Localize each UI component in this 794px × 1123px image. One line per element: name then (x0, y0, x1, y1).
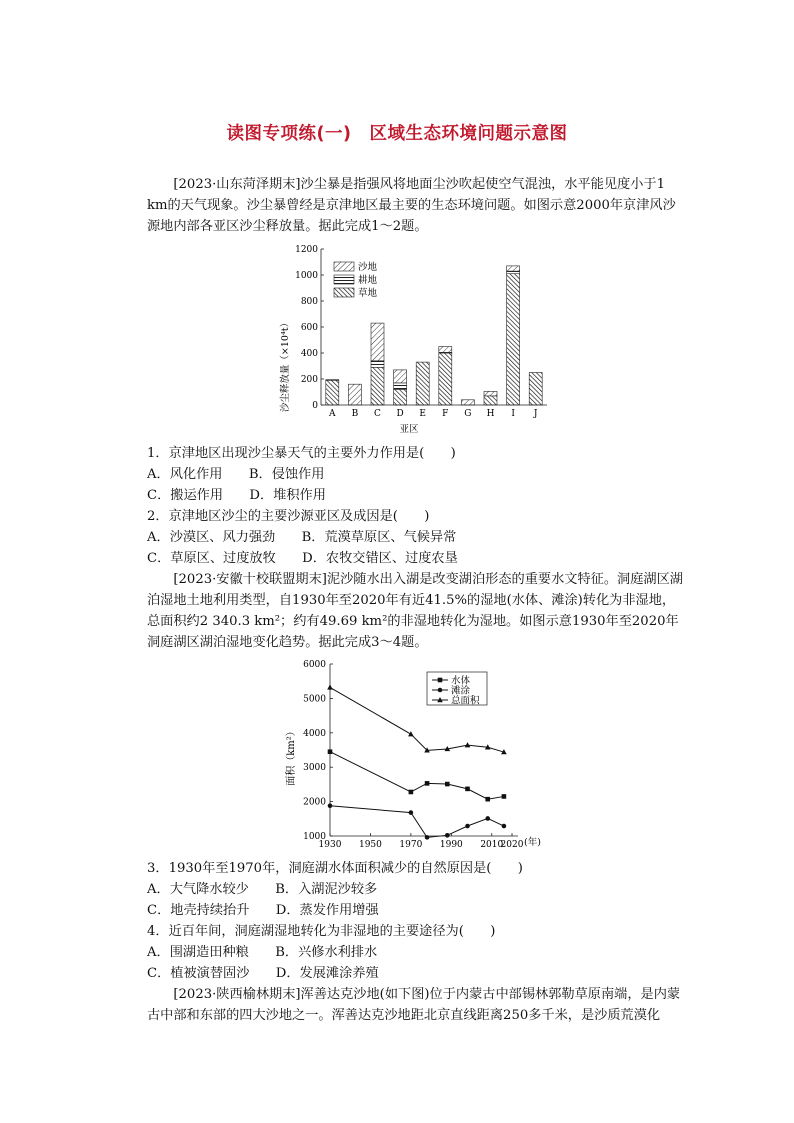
bar-segment (326, 380, 339, 405)
line-x-tick-label: 1990 (439, 840, 463, 850)
bar-segment (371, 361, 384, 368)
line-point (328, 803, 333, 808)
bar-segment (507, 271, 520, 274)
question-2-options-row-1: A．沙漠区、风力强劲 B．荒漠草原区、气候异常 (147, 530, 457, 545)
bar-segment (507, 274, 520, 405)
bar-y-tick-label: 600 (300, 323, 318, 333)
line-series-path (330, 752, 504, 799)
line-series-path (330, 806, 504, 838)
line-y-tick-label: 6000 (303, 660, 326, 670)
bar-y-tick-label: 400 (300, 349, 318, 359)
line-point (445, 782, 450, 787)
question-3-stem: 3．1930年至1970年，洞庭湖水体面积减少的自然原因是( ) (147, 861, 523, 876)
bar-x-tick-label: E (419, 409, 426, 419)
line-legend-label: 总面积 (451, 695, 480, 707)
line-y-tick-label: 5000 (303, 694, 326, 705)
line-legend-marker (438, 688, 443, 693)
bar-segment (484, 391, 497, 396)
line-point (409, 790, 414, 795)
line-point (485, 797, 490, 802)
bar-segment (371, 323, 384, 361)
line-point (465, 787, 470, 792)
line-legend-label: 滩涂 (451, 685, 471, 697)
bar-segment (394, 370, 407, 383)
bar-y-axis-label: 沙尘释放量（×10⁴t） (280, 317, 291, 413)
question-3-options-row-1: A．大气降水较少 B．入湖泥沙较多 (147, 882, 378, 897)
bar-y-tick-label: 800 (300, 297, 318, 307)
line-point (445, 833, 450, 838)
bar-segment (439, 353, 452, 405)
bar-legend-label: 沙地 (358, 262, 378, 273)
line-x-tick-label: 2010 (480, 840, 504, 850)
intro-paragraph-3 (147, 984, 683, 1026)
line-y-tick-label: 1000 (303, 832, 326, 842)
bar-x-tick-label: I (511, 409, 515, 419)
line-x-axis-label: (年) (524, 837, 541, 848)
question-1-stem: 1．京津地区出现沙尘暴天气的主要外力作用是( ) (147, 446, 456, 461)
line-point (502, 794, 507, 799)
line-x-tick-label: 1970 (399, 840, 423, 850)
bar-x-tick-label: B (351, 409, 359, 419)
line-y-tick-label: 3000 (303, 763, 326, 774)
bar-segment (371, 367, 384, 405)
question-3-options-row-2: C．地壳持续抬升 D．蒸发作用增强 (147, 903, 379, 918)
question-3 (147, 858, 687, 921)
line-point (425, 835, 430, 840)
bar-segment (529, 373, 542, 406)
bar-legend-swatch (334, 275, 354, 284)
line-y-tick-label: 2000 (303, 797, 326, 808)
intro-text-3: [2023·陕西榆林期末]浑善达克沙地(如下图)位于内蒙古中部锡林郭勒草原南端，是内蒙古中部和东部的四大沙地之一。浑善达克沙地距北京直线距离250多千米，是沙质荒漠化 (147, 987, 681, 1023)
bar-legend-label: 草地 (358, 288, 378, 299)
bar-legend-swatch (334, 288, 354, 297)
question-4 (147, 921, 687, 984)
question-2-stem: 2．京津地区沙尘的主要沙源亚区及成因是( ) (147, 509, 430, 524)
bar-segment (507, 266, 520, 271)
line-x-tick-label: 2020 (500, 840, 524, 850)
question-4-stem: 4．近百年间，洞庭湖湿地转化为非湿地的主要途径为( ) (147, 924, 496, 939)
bar-segment (484, 396, 497, 405)
line-point (465, 824, 470, 829)
line-point (465, 742, 471, 747)
line-point (327, 684, 333, 689)
line-series (327, 684, 507, 839)
bar-x-tick-label: G (464, 409, 472, 419)
bar-segment (439, 347, 452, 353)
bar-segment (348, 384, 361, 405)
bar-y-tick-label: 0 (312, 401, 318, 411)
bar-segment (416, 362, 429, 405)
line-point (425, 781, 430, 786)
line-point (502, 824, 507, 829)
bar-y-axis (295, 245, 324, 411)
bar-segment (394, 389, 407, 405)
question-2 (147, 506, 687, 569)
bar-segment (326, 380, 339, 381)
bar-x-tick-label: D (396, 409, 404, 419)
intro-paragraph-1 (147, 174, 683, 237)
bar-x-axis (321, 405, 547, 419)
bar-x-tick-label: J (533, 409, 538, 419)
bar-x-axis-label: 亚区 (399, 424, 419, 435)
dust-release-bar-chart (272, 240, 562, 436)
line-x-axis (319, 833, 524, 850)
line-point (408, 731, 414, 736)
intro-text-1: [2023·山东菏泽期末]沙尘暴是指强风将地面尘沙吹起使空气混浊，水平能见度小于1 km的天气现象。沙尘暴曾经是京津地区最主要的生态环境问题。如图示意2000年京津风沙源地内部各亚区沙尘释放量。据此完成1～2题。 (147, 177, 676, 234)
page-title: 读图专项练(一) 区域生态环境问题示意图 (226, 124, 568, 144)
bar-y-tick-label: 1000 (295, 271, 318, 281)
bar-segment (394, 383, 407, 390)
question-1-options-row-1: A．风化作用 B．侵蚀作用 (147, 467, 325, 482)
bar-x-tick-label: C (374, 409, 381, 419)
line-x-tick-label: 1930 (318, 840, 342, 850)
bar-segment (461, 400, 474, 405)
intro-text-2: [2023·安徽十校联盟期末]泥沙随水出入湖是改变湖泊形态的重要水文特征。洞庭湖区湖泊湿地土地利用类型，自1930年至2020年有近41.5%的湿地(水体、滩涂)转化为非湿地，总面积约2 340.3 km²；约有49.69 km²的非湿地转化为湿地。如图示意1930年至2020年洞庭湖区湖泊湿地变化趋势。据此完成3～4题。 (147, 572, 683, 650)
line-legend (427, 672, 487, 707)
bar-x-tick-label: H (486, 409, 495, 419)
line-point (328, 749, 333, 754)
intro-paragraph-2 (147, 569, 683, 653)
question-2-options-row-2: C．草原区、过度放牧 D．农牧交错区、过度农垦 (147, 551, 458, 566)
line-x-tick-label: 1950 (358, 840, 382, 850)
line-y-axis-label: 面积（km²） (286, 726, 297, 786)
question-4-options-row-1: A．围湖造田种粮 B．兴修水利排水 (147, 945, 378, 960)
bar-legend (334, 261, 378, 299)
bar-x-tick-label: A (329, 409, 336, 419)
bar-legend-swatch (334, 262, 354, 271)
line-point (485, 816, 490, 821)
line-legend-marker (438, 678, 443, 683)
line-legend-label: 水体 (451, 675, 471, 687)
wetland-line-chart (280, 656, 560, 854)
question-4-options-row-2: C．植被演替固沙 D．发展滩涂养殖 (147, 966, 379, 981)
question-1 (147, 443, 687, 506)
bar-x-tick-label: F (442, 409, 449, 419)
question-1-options-row-2: C．搬运作用 D．堆积作用 (147, 488, 326, 503)
line-y-tick-label: 4000 (303, 728, 326, 739)
bar-y-tick-label: 200 (300, 375, 318, 385)
line-point (409, 810, 414, 815)
bar-series (326, 266, 542, 405)
bar-legend-label: 耕地 (358, 275, 378, 286)
bar-y-tick-label: 1200 (295, 245, 318, 255)
